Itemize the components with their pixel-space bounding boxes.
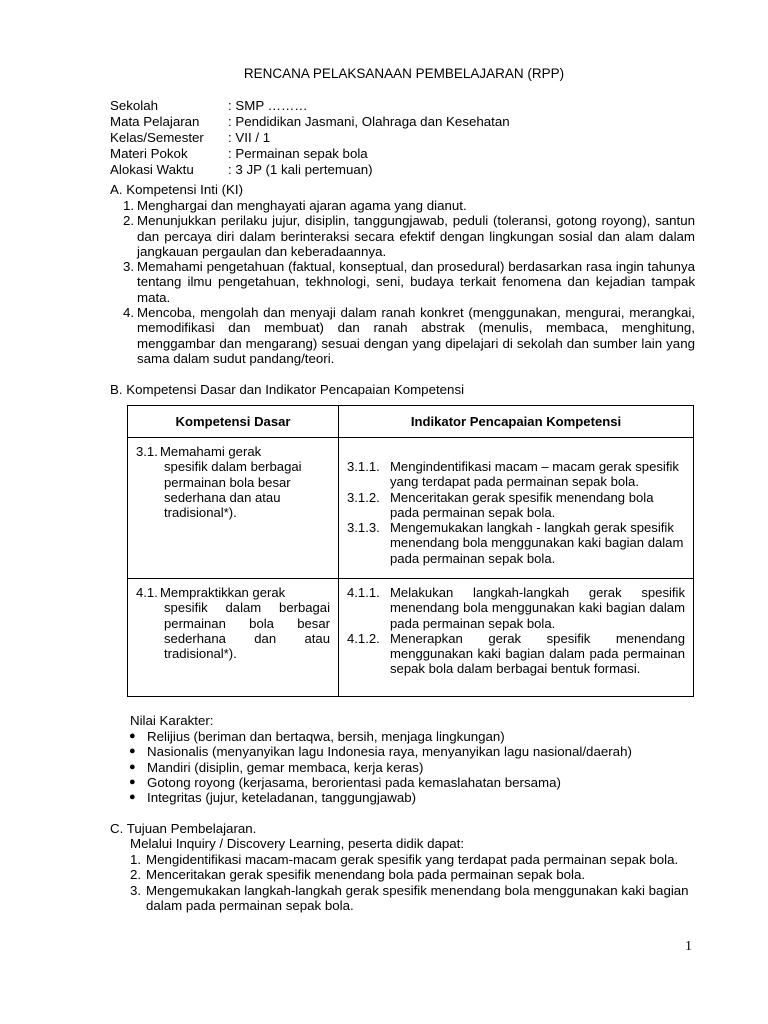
indicator-number: 3.1.1.: [347, 459, 380, 474]
item-text: Mandiri (disiplin, gemar membaca, kerja keras): [147, 759, 424, 775]
item-number: 2.: [123, 213, 135, 229]
item-text: Integritas (jujur, keteladanan, tanggungjawab): [147, 790, 417, 806]
indicator-item: [347, 520, 685, 566]
identity-value: : VII / 1: [228, 130, 271, 145]
column-header-kd: Kompetensi Dasar: [128, 406, 339, 438]
item-text: Mencoba, mengolah dan menyaji dalam ranah konkret (menggunakan, mengurai, merangkai, memodifikasi dan membuat) dan ranah abstrak (menulis, membaca, menghitung, menggambar dan mengarang) sesuai dengan yang dipelajari di sekolah dan sumber lain yang sama dalam sudut pandang/teori.: [137, 305, 695, 366]
identity-label: Alokasi Waktu: [110, 162, 194, 177]
ipk-cell: [339, 579, 694, 697]
section-b-heading: B. Kompetensi Dasar dan Indikator Pencapaian Kompetensi: [110, 382, 465, 397]
identity-row: [110, 146, 510, 162]
item-number: 3.: [130, 882, 142, 898]
table-row: [128, 579, 694, 697]
indicator-text: Mengemukakan langkah - langkah gerak spesifik menendang bola menggunakan kaki bagian dalam pada permainan sepak bola.: [390, 520, 684, 566]
item-text: Menghargai dan menghayati ajaran agama yang dianut.: [137, 198, 467, 213]
identity-label: Mata Pelajaran: [110, 114, 200, 129]
identity-row: [110, 130, 510, 146]
list-item: [123, 259, 695, 305]
identity-label: Kelas/Semester: [110, 130, 204, 145]
learning-goals-list: [130, 852, 690, 913]
list-item: [130, 852, 690, 867]
competence-table: [127, 405, 694, 697]
list-item: [123, 198, 695, 213]
list-item: [129, 775, 632, 790]
item-text: Mengidentifikasi macam-macam gerak spesifik yang terdapat pada permainan sepak bola.: [146, 852, 679, 867]
indicator-number: 4.1.2.: [347, 630, 380, 646]
indicator-number: 3.1.2.: [347, 489, 380, 505]
item-text: Menunjukkan perilaku jujur, disiplin, tanggungjawab, peduli (toleransi, gotong royong), santun dan percaya diri dalam berinteraksi secara efektif dengan lingkungan sosial dan alam dalam jangkauan pergaulan dan keberadaannya.: [137, 213, 695, 259]
bullet-icon: ●: [129, 791, 136, 804]
item-number: 1.: [130, 852, 142, 867]
item-text: Relijius (beriman dan bertaqwa, bersih, menjaga lingkungan): [147, 729, 505, 744]
item-text: Mengemukakan langkah-langkah gerak spesifik menendang bola menggunakan kaki bagian dalam pada permainan sepak bola.: [146, 882, 689, 913]
list-item: [130, 867, 690, 882]
indicator-number: 3.1.3.: [347, 520, 380, 536]
indicator-number: 4.1.1.: [347, 585, 380, 600]
identity-row: [110, 114, 510, 130]
identity-value: : SMP ………: [228, 98, 308, 113]
character-list: [129, 729, 632, 805]
list-item: [129, 760, 632, 775]
identity-value: : 3 JP (1 kali pertemuan): [228, 162, 373, 177]
ipk-cell: [339, 438, 694, 579]
kd-number: 3.1.: [136, 444, 158, 459]
kd-number: 4.1.: [136, 585, 158, 600]
item-text: Memahami pengetahuan (faktual, konseptual, dan prosedural) berdasarkan rasa ingin tahunya tentang ilmu pengetahuan, tekhnologi, seni, budaya terkait fenomena dan kejadian tampak mata.: [137, 259, 695, 305]
list-item: [123, 305, 695, 366]
identity-row: [110, 162, 510, 178]
core-competence-list: [123, 198, 695, 366]
identity-value: : Permainan sepak bola: [228, 146, 368, 161]
list-item: [123, 213, 695, 259]
table-row: [128, 438, 694, 579]
identity-label: Sekolah: [110, 98, 159, 113]
identity-label: Materi Pokok: [110, 146, 188, 161]
indicator-item: [347, 459, 685, 490]
kd-text: spesifik dalam berbagai permainan bola besar sederhana dan atau tradisional*).: [164, 459, 302, 521]
item-number: 4.: [123, 305, 135, 321]
indicator-item: [347, 585, 685, 631]
section-c-intro: Melalui Inquiry / Discovery Learning, peserta didik dapat:: [130, 836, 465, 851]
indicator-text: Melakukan langkah-langkah gerak spesifik menendang bola menggunakan kaki bagian dalam pada permainan sepak bola.: [390, 585, 685, 631]
section-a-heading: A. Kompetensi Inti (KI): [110, 182, 244, 197]
item-number: 2.: [130, 867, 142, 883]
list-item: [130, 883, 690, 914]
indicator-text: Mengindentifikasi macam – macam gerak spesifik yang terdapat pada permainan sepak bola.: [390, 459, 679, 490]
kd-cell: [128, 438, 339, 579]
bullet-icon: ●: [129, 760, 136, 773]
list-item: [129, 744, 632, 759]
document-title: RENCANA PELAKSANAAN PEMBELAJARAN (RPP): [243, 66, 565, 81]
column-header-ipk: Indikator Pencapaian Kompetensi: [339, 406, 694, 438]
page-number: 1: [685, 939, 692, 954]
kd-first-line: Mempraktikkan gerak: [160, 585, 286, 600]
bullet-icon: ●: [129, 745, 136, 758]
table-header-row: [128, 406, 694, 438]
item-text: Gotong royong (kerjasama, berorientasi pada kemaslahatan bersama): [147, 774, 561, 790]
bullet-icon: ●: [129, 730, 136, 742]
identity-value: : Pendidikan Jasmani, Olahraga dan Kesehatan: [228, 114, 510, 129]
indicator-text: Menerapkan gerak spesifik menendang menggunakan kaki bagian dalam pada permainan sepak bola dalam berbagai bentuk formasi.: [390, 630, 685, 677]
item-text: Nasionalis (menyanyikan lagu Indonesia raya, menyanyikan lagu nasional/daerah): [147, 744, 632, 760]
section-c-heading: C. Tujuan Pembelajaran.: [110, 821, 257, 836]
kd-text: spesifik dalam berbagai permainan bola besar sederhana dan atau tradisional*).: [164, 600, 330, 662]
character-heading: Nilai Karakter:: [130, 713, 214, 728]
list-item: [129, 729, 632, 744]
list-item: [129, 790, 632, 805]
identity-block: [110, 98, 510, 178]
indicator-item: [347, 631, 685, 677]
indicator-item: [347, 490, 685, 521]
kd-cell: [128, 579, 339, 697]
item-number: 3.: [123, 259, 135, 275]
item-text: Menceritakan gerak spesifik menendang bola pada permainan sepak bola.: [146, 867, 586, 883]
item-number: 1.: [123, 198, 135, 213]
bullet-icon: ●: [129, 775, 136, 788]
identity-row: [110, 98, 510, 114]
indicator-text: Menceritakan gerak spesifik menendang bola pada permainan sepak bola.: [390, 489, 654, 520]
kd-first-line: Memahami gerak: [160, 444, 262, 459]
